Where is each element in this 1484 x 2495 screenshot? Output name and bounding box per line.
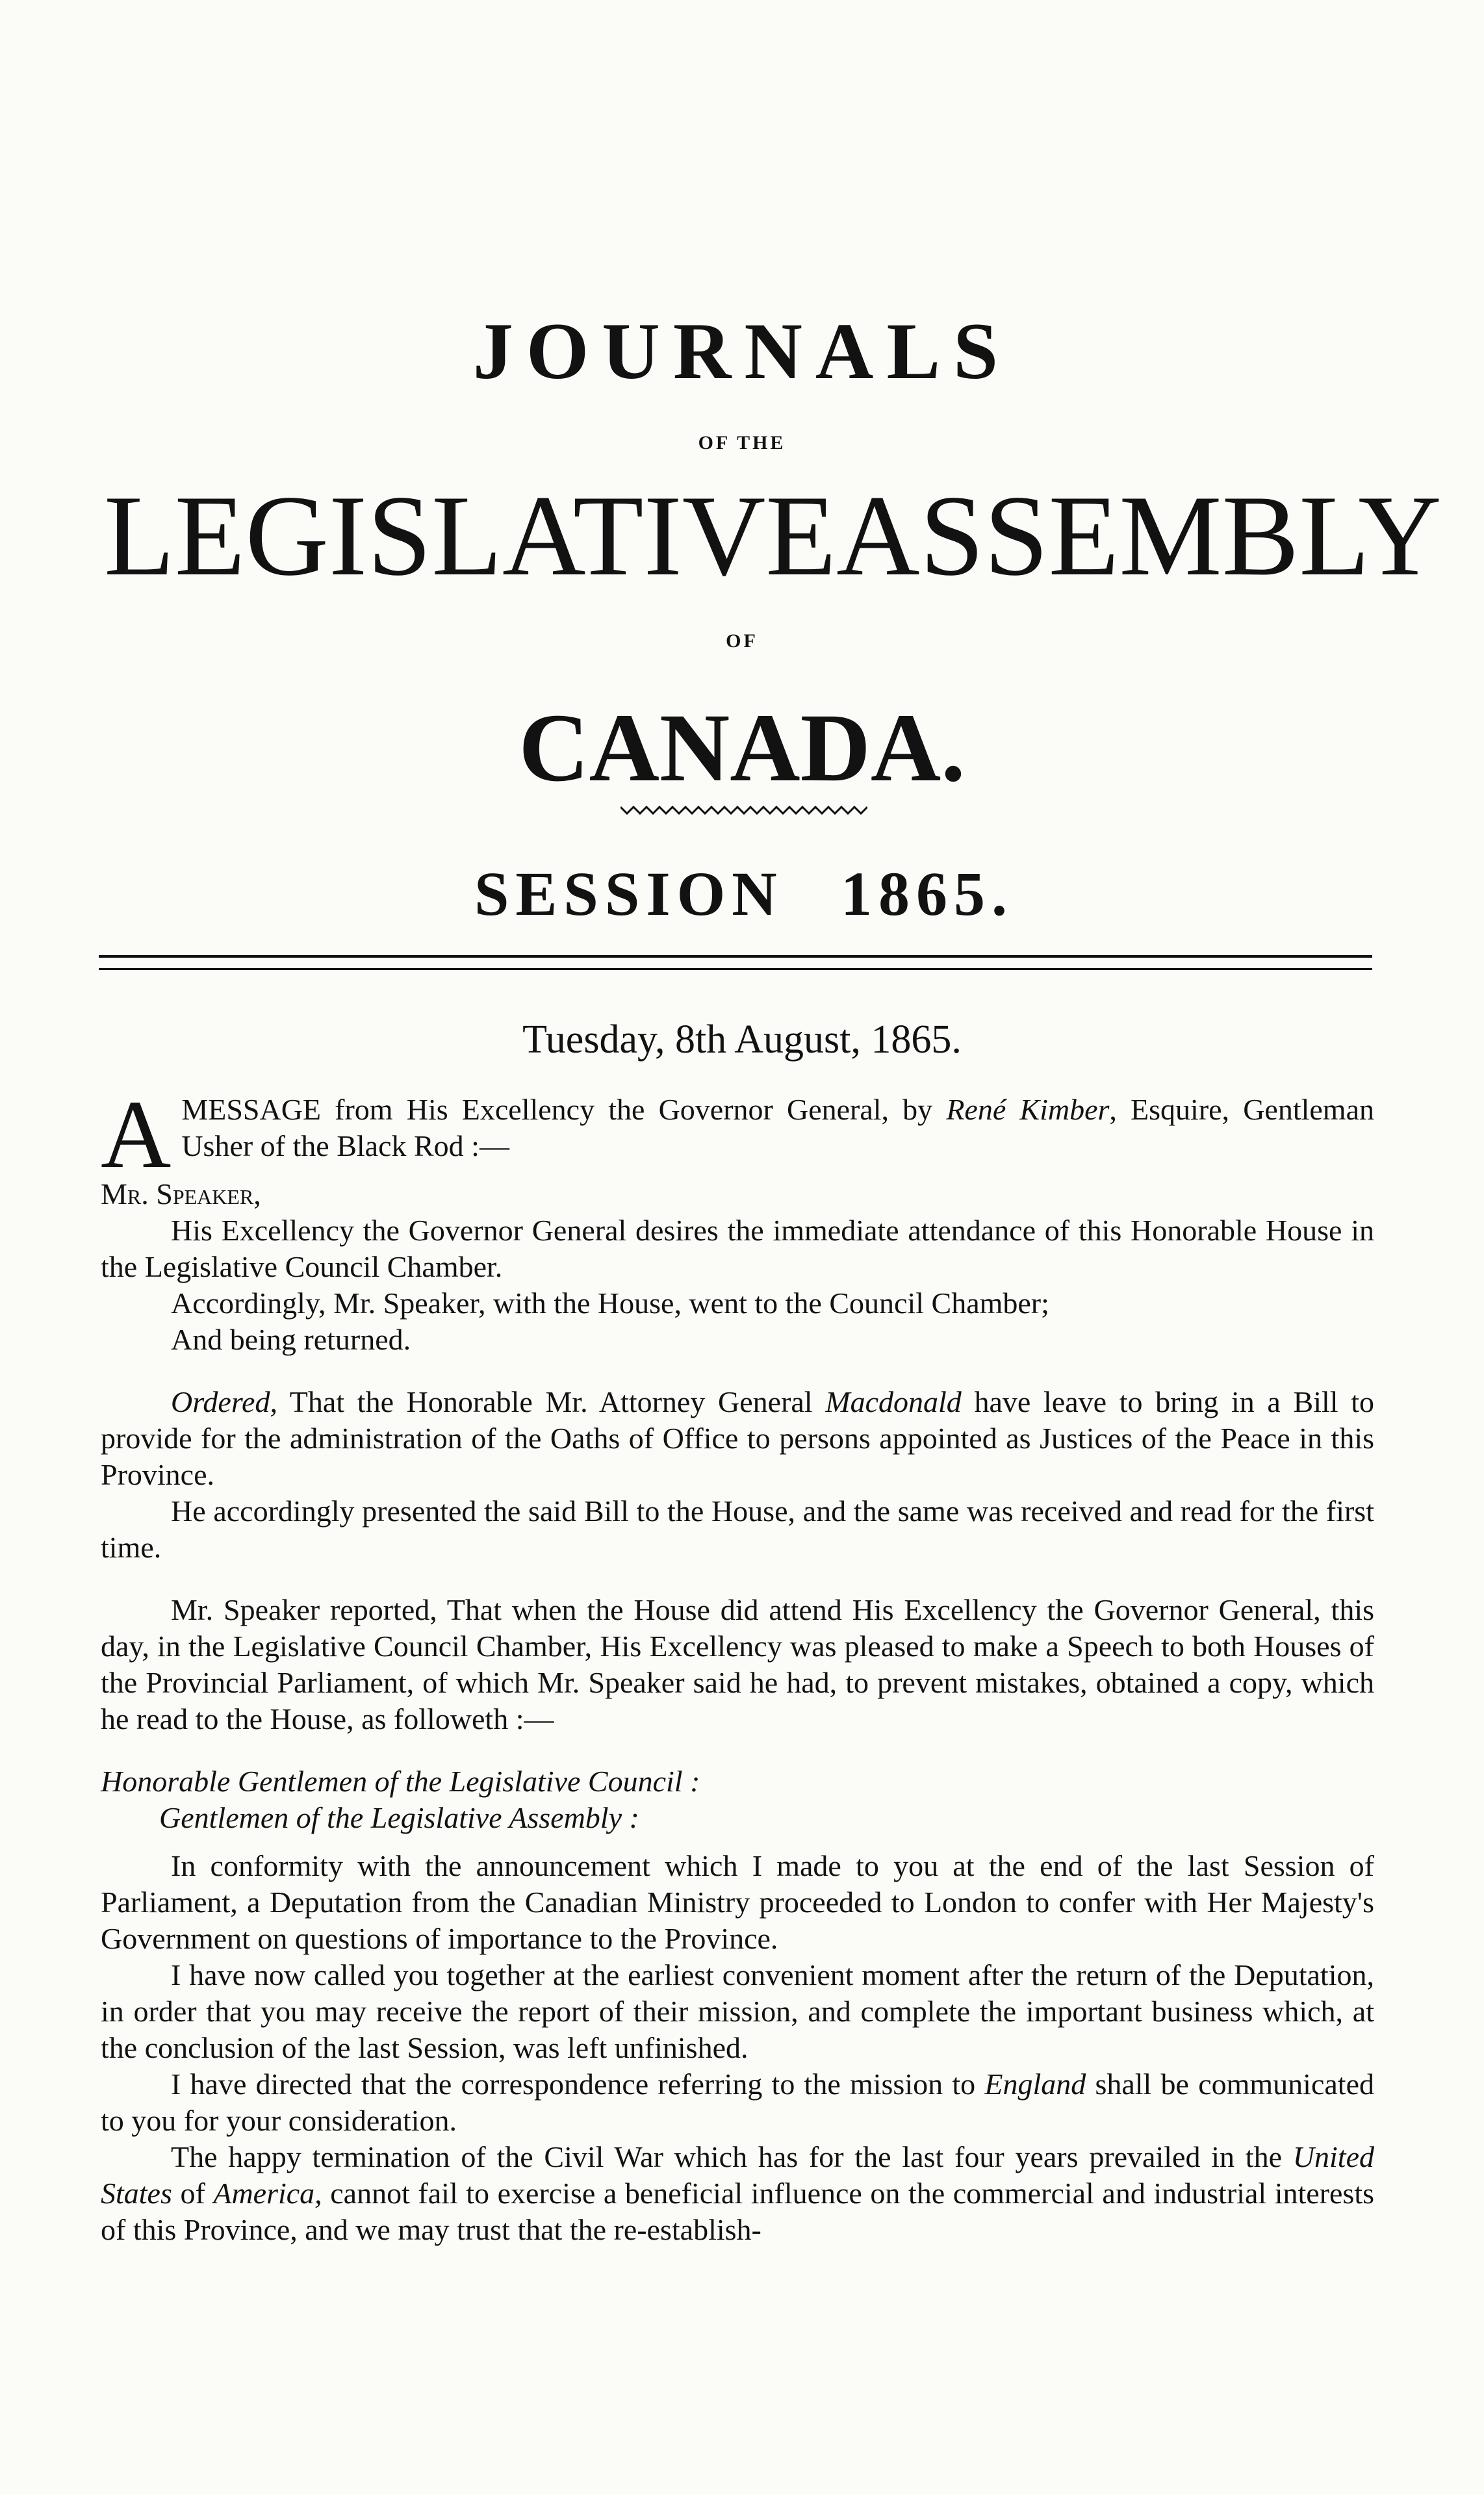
title-canada: CANADA. [518,694,966,802]
session-year: 1865. [841,859,1014,928]
address-council: Honorable Gentlemen of the Legislative Council : [101,1765,700,1798]
title-legislative-assembly [104,471,1442,600]
double-rule-top [99,955,1372,958]
speech-paragraph-4: The happy termination of the Civil War which has for the last four years prevailed in the United States of America, cannot fail to exercise a beneficial influence on the commercial and industrial interests of this Province, and we may trust that the re-establish- [101,2140,1374,2246]
double-rule-bottom [99,968,1372,970]
usher-name: René Kimber [946,1093,1110,1126]
speech-paragraph-3: I have directed that the correspondence referring to the mission to England shall be communicated to you for your consideration. [101,2067,1374,2137]
title-legislative: LEGISLATIVE [104,471,837,600]
title-of: OF [726,630,758,652]
title-assembly: ASSEMBLY [836,471,1442,600]
title-journals: JOURNALS [472,307,1012,396]
attorney-name: Macdonald [825,1385,962,1418]
wavy-ornament [620,800,867,819]
title-of-the: OF THE [698,432,786,454]
speech-paragraph-2: I have now called you together at the earliest convenient moment after the return of the Deputation, in order that you may receive the report of their mission, and complete the important business which, at the conclusion of the last Session, was left unfinished. [101,1958,1374,2064]
journal-body [101,1081,1375,2248]
speaker-paragraph-3: And being returned. [171,1323,411,1356]
speaker-paragraph-1: His Excellency the Governor General desires the immediate attendance of this Honorable House in the Legislative Council Chamber. [101,1214,1374,1283]
ordered-paragraph-2: He accordingly presented the said Bill to the House, and the same was received and read for the first time. [101,1494,1374,1564]
session-heading [474,858,1014,930]
report-paragraph: Mr. Speaker reported, That when the House did attend His Excellency the Governor General, this day, in the Legislative Council Chamber, His Excellency was pleased to make a Speech to both Houses of the Provincial Parliament, of which Mr. Speaker said he had, to prevent mistakes, obtained a copy, which he read to the House, as followeth :— [101,1593,1374,1735]
speaker-paragraph-2: Accordingly, Mr. Speaker, with the House, went to the Council Chamber; [171,1286,1049,1320]
address-assembly: Gentlemen of the Legislative Assembly : [159,1801,639,1834]
ordered-paragraph: Ordered, That the Honorable Mr. Attorney General Macdonald have leave to bring in a Bill to provide for the administration of the Oaths of Office to persons appointed as Justices of the Peace in this Province. [101,1385,1374,1491]
drop-cap: A [101,1081,172,1188]
session-word: SESSION [474,859,784,928]
message-paragraph: A MESSAGE from His Excellency the Governor General, by René Kimber, Esquire, Gentleman Usher of the Black Rod :— [101,1081,1375,1188]
date-line: Tuesday, 8th August, 1865. [522,1017,962,1062]
speaker-salutation: Mr. Speaker, [101,1177,261,1210]
speech-paragraph-1: In conformity with the announcement which I made to you at the end of the last Session of Parliament, a Deputation from the Canadian Ministry proceeded to London to confer with Her Majesty's Government on questions of importance to the Province. [101,1849,1374,1955]
